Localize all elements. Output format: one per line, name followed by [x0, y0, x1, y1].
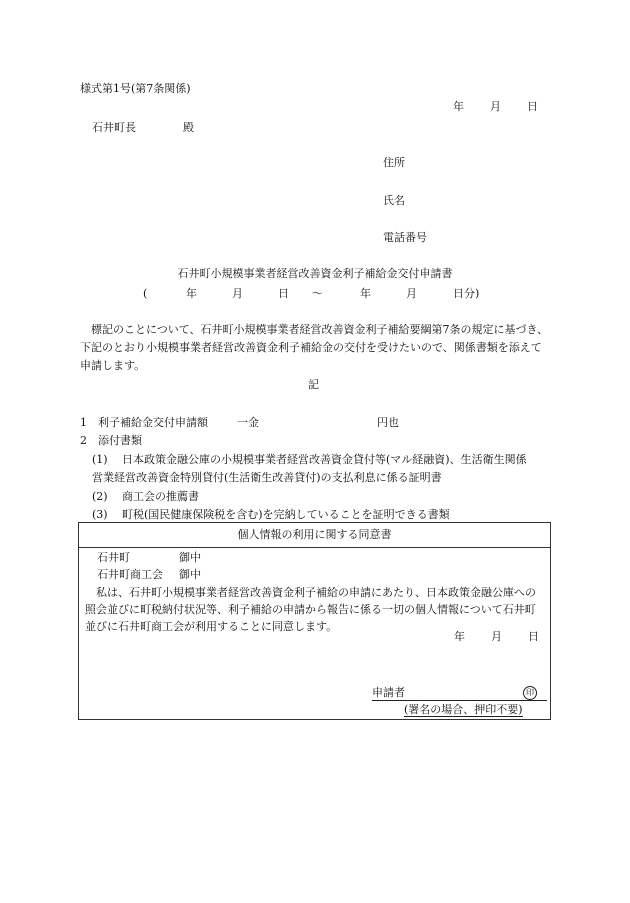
consent-title: 個人情報の利用に関する同意書: [79, 523, 550, 548]
item2-sub1-line1: 日本政策金融公庫の小規模事業者経営改善資金貸付等(マル経融資)、生活衛生関係: [122, 453, 527, 466]
addressee-honorific: 殿: [183, 121, 194, 134]
period-year2: 年: [360, 287, 371, 300]
period-close: 日分): [453, 287, 480, 300]
consent-paragraph: 私は、石井町小規模事業者経営改善資金利子補給の申請にあたり、日本政策金融公庫への照会並びに町税納付状況等、利子補給の申請から報告に係る一切の個人情報について石井町並びに石井町商工会が利用することに同意します。: [85, 586, 536, 633]
ki-label: 記: [308, 378, 319, 391]
consent-date-day: 日: [528, 630, 539, 643]
seal-icon: 印: [523, 686, 537, 700]
consent-note: (署名の場合、押印不要): [404, 703, 523, 716]
intro-paragraph: 標記のことについて、石井町小規模事業者経営改善資金利子補給要綱第7条の規定に基づき、下記のとおり小規模事業者経営改善資金利子補給金の交付を受けたいので、関係書類を添えて申請します。: [80, 323, 549, 372]
consent-date-year: 年: [454, 630, 465, 643]
period-month1: 月: [232, 287, 243, 300]
item1-amount-suffix: 円也: [377, 416, 399, 429]
item2-sub1-line2: 営業経営改善資金特別貸付(生活衛生改善貸付)の支払利息に係る証明書: [92, 471, 442, 484]
item2-sub3-number: (3): [92, 508, 108, 521]
addressee-name: 石井町長: [92, 121, 136, 134]
item2-label: 2 添付書類: [80, 434, 142, 447]
item2-sub1-number: (1): [92, 453, 108, 466]
seal-mark: [523, 685, 537, 700]
consent-box: [78, 522, 551, 720]
consent-date-month: 月: [491, 630, 502, 643]
consent-to2-name: 石井町商工会: [97, 568, 163, 581]
phone-field-label: 電話番号: [383, 231, 427, 244]
consent-to2-honorific: 御中: [179, 568, 201, 581]
consent-to1-honorific: 御中: [179, 551, 201, 564]
date-day-label: 日: [527, 100, 538, 113]
period-month2: 月: [406, 287, 417, 300]
item2-sub2-number: (2): [92, 490, 108, 503]
item2-sub3-text: 町税(国民健康保険税を含む)を完納していることを証明できる書類: [122, 508, 450, 521]
date-year-label: 年: [453, 100, 464, 113]
consent-to1-name: 石井町: [97, 551, 130, 564]
item1-amount-prefix: 一金: [237, 416, 259, 429]
period-open: (: [143, 287, 148, 300]
form-number: 様式第1号(第7条関係): [80, 82, 191, 95]
item2-sub2-text: 商工会の推薦書: [122, 490, 199, 503]
address-field-label: 住所: [383, 156, 405, 169]
document-title: 石井町小規模事業者経営改善資金利子補給金交付申請書: [177, 267, 453, 280]
name-field-label: 氏名: [383, 194, 405, 207]
date-month-label: 月: [490, 100, 501, 113]
item1-label: 1 利子補給金交付申請額: [80, 416, 208, 429]
period-day1: 日: [278, 287, 289, 300]
period-year1: 年: [186, 287, 197, 300]
applicant-label: 申請者: [372, 686, 405, 699]
period-tilde: ～: [312, 287, 323, 300]
